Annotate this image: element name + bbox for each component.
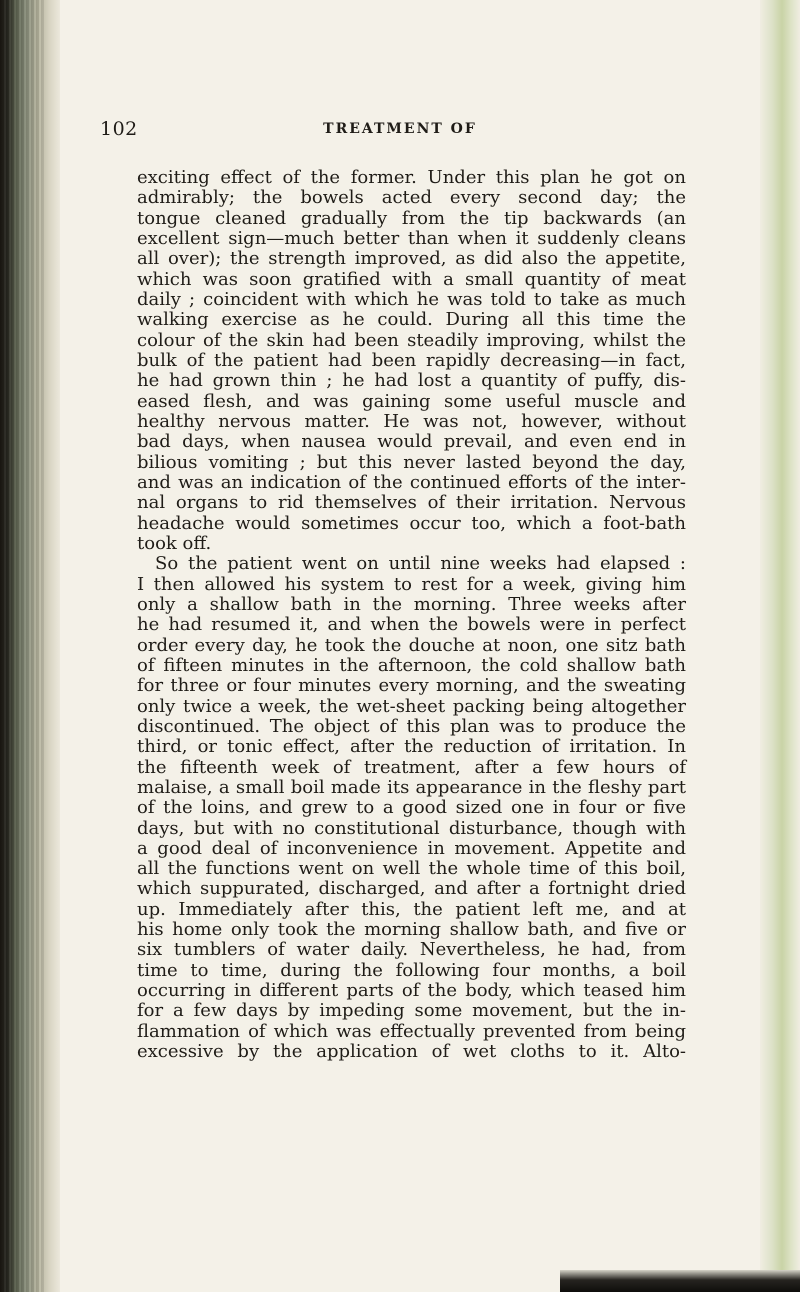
text-line: healthy nervous matter. He was not, however, without <box>137 410 686 432</box>
text-line: I then allowed his system to rest for a week, giving him <box>137 573 686 595</box>
text-line: all over); the strength improved, as did also the appetite, <box>137 248 686 270</box>
binding-edge <box>0 0 60 1292</box>
text-line: admirably; the bowels acted every second day; the <box>137 187 686 209</box>
text-line: excessive by the application of wet cloths to it. Alto- <box>137 1041 686 1063</box>
text-line: which was soon gratified with a small quantity of meat <box>137 268 686 290</box>
text-line: time to time, during the following four months, a boil <box>137 959 686 981</box>
text-line: and was an indication of the continued efforts of the inter- <box>137 471 686 493</box>
text-line: bad days, when nausea would prevail, and even end in <box>137 431 686 453</box>
text-line: for a few days by impeding some movement, but the in- <box>137 1000 686 1022</box>
text-line: which suppurated, discharged, and after a fortnight dried <box>137 878 686 900</box>
text-line: he had resumed it, and when the bowels were in perfect <box>137 614 686 636</box>
body-text <box>137 168 686 1062</box>
text-line: only twice a week, the wet-sheet packing being altogether <box>137 695 686 717</box>
text-line: excellent sign—much better than when it suddenly cleans <box>137 227 686 249</box>
text-line: a good deal of inconvenience in movement. Appetite and <box>137 837 686 859</box>
text-line: up. Immediately after this, the patient left me, and at <box>137 898 686 920</box>
text-line: for three or four minutes every morning, and the sweating <box>137 675 686 697</box>
text-line: only a shallow bath in the morning. Three weeks after <box>137 593 686 615</box>
page-number: 102 <box>100 118 138 140</box>
text-line: nal organs to rid themselves of their irritation. Nervous <box>137 492 686 514</box>
text-line: order every day, he took the douche at noon, one sitz bath <box>137 634 686 656</box>
text-line: malaise, a small boil made its appearance in the fleshy part <box>137 776 686 798</box>
text-line: flammation of which was effectually prevented from being <box>137 1020 686 1042</box>
text-line: six tumblers of water daily. Nevertheless, he had, from <box>137 939 686 961</box>
text-line: of the loins, and grew to a good sized one in four or five <box>137 797 686 819</box>
text-line: all the functions went on well the whole time of this boil, <box>137 858 686 880</box>
text-line: headache would sometimes occur too, which a foot-bath <box>137 512 686 534</box>
text-line: tongue cleaned gradually from the tip backwards (an <box>137 207 686 229</box>
text-line: So the patient went on until nine weeks had elapsed : <box>155 553 686 575</box>
text-line: eased flesh, and was gaining some useful muscle and <box>137 390 686 412</box>
text-line: occurring in different parts of the body, which teased him <box>137 980 686 1002</box>
text-line: bilious vomiting ; but this never lasted beyond the day, <box>137 451 686 473</box>
page-bottom-shadow <box>560 1270 800 1292</box>
text-line: the fifteenth week of treatment, after a few hours of <box>137 756 686 778</box>
text-line: daily ; coincident with which he was told to take as much <box>137 288 686 310</box>
text-line: of fifteen minutes in the afternoon, the cold shallow bath <box>137 654 686 676</box>
page-edge <box>760 0 800 1292</box>
text-line: took off. <box>137 532 212 554</box>
text-line: walking exercise as he could. During all this time the <box>137 309 686 331</box>
page-header <box>100 118 700 142</box>
text-line: colour of the skin had been steadily improving, whilst the <box>137 329 686 351</box>
text-line: he had grown thin ; he had lost a quantity of puffy, dis- <box>137 370 686 392</box>
text-line: bulk of the patient had been rapidly decreasing—in fact, <box>137 349 686 371</box>
text-line: third, or tonic effect, after the reduction of irritation. In <box>137 736 686 758</box>
text-line: days, but with no constitutional disturbance, though with <box>137 817 686 839</box>
text-line: discontinued. The object of this plan was to produce the <box>137 715 686 737</box>
binding-texture <box>4 0 44 1292</box>
text-line: exciting effect of the former. Under this plan he got on <box>137 167 686 188</box>
text-line: his home only took the morning shallow bath, and five or <box>137 919 686 941</box>
running-head: TREATMENT OF <box>323 121 477 137</box>
